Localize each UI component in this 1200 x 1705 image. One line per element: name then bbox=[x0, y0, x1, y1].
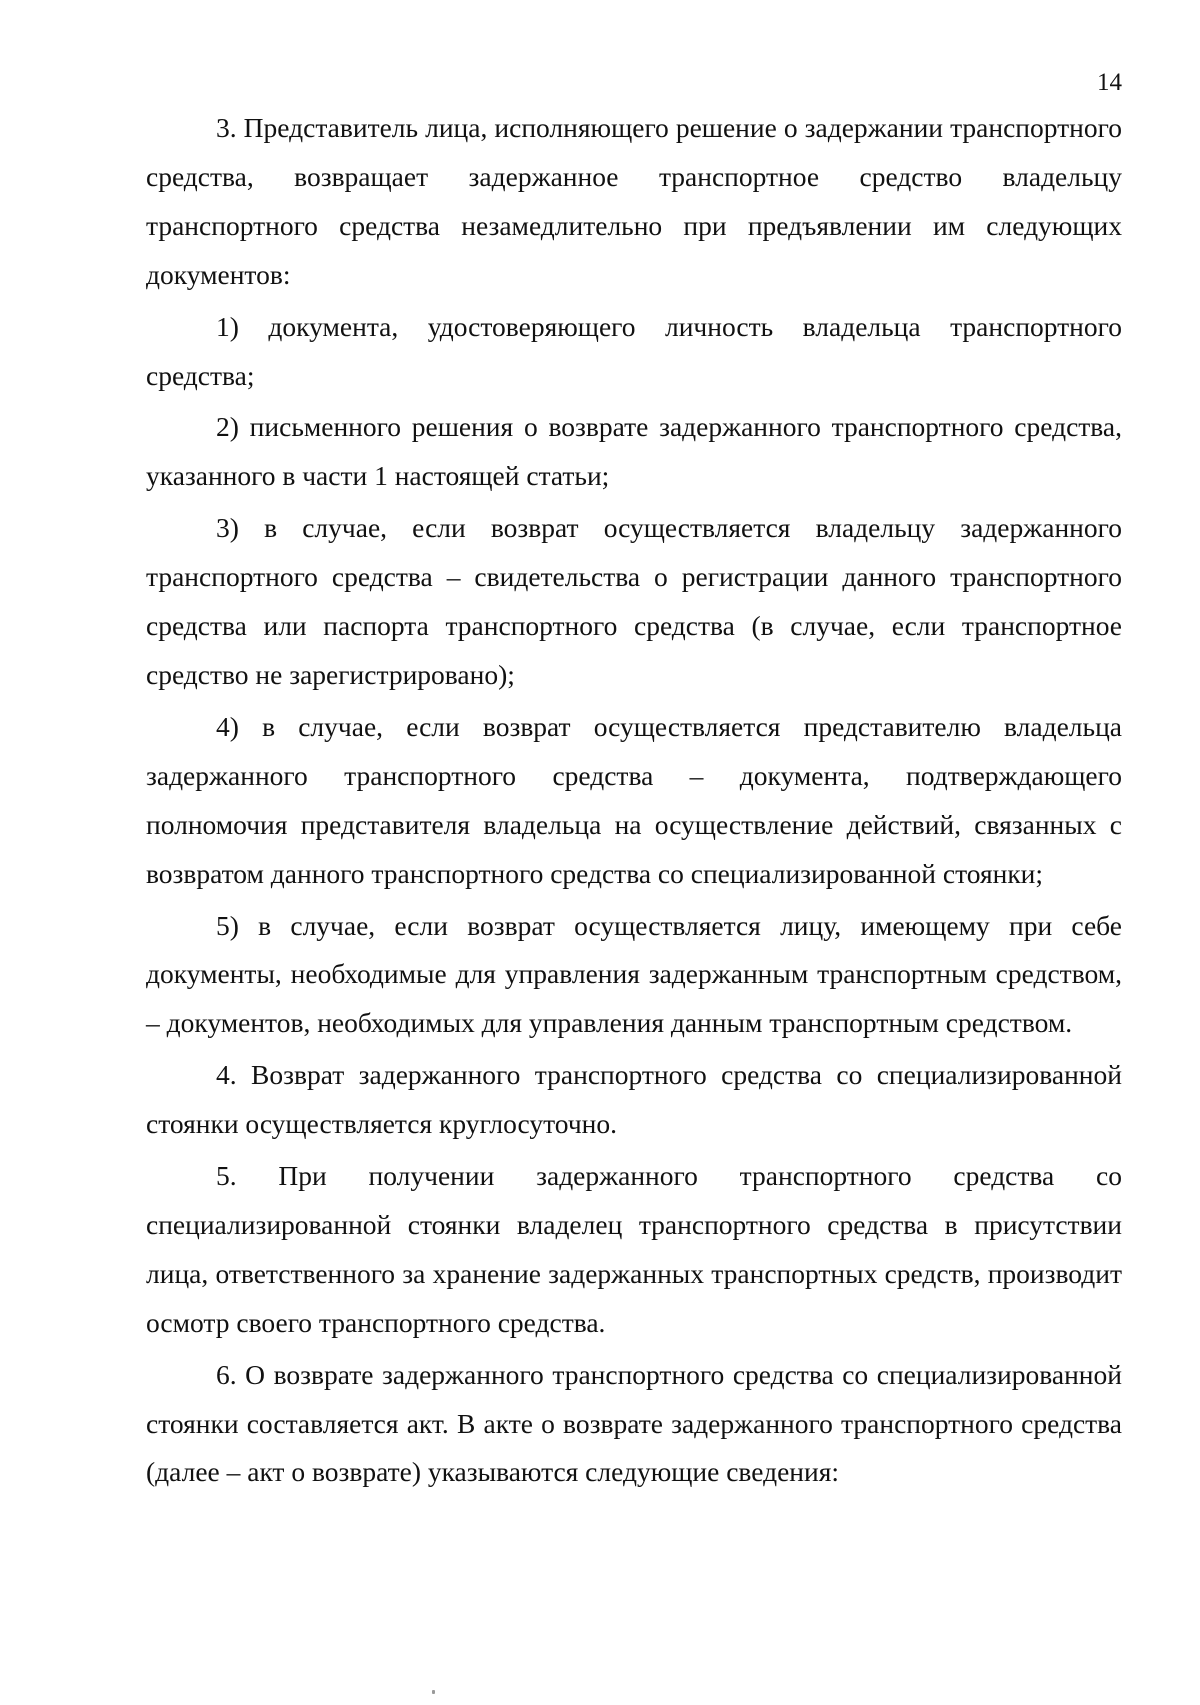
paragraph-6-return-act: 6. О возврате задержанного транспортного средства со специализированной стоянки составляется акт. В акте о возврате задержанного транспортного средства (далее – акт о возврате) указываются следующие сведения: bbox=[146, 1358, 1122, 1488]
list-item-1-identity-document: 1) документа, удостоверяющего личность владельца транспортного средства; bbox=[146, 310, 1122, 391]
list-item-2-written-decision: 2) письменного решения о возврате задержанного транспортного средства, указанного в части 1 настоящей статьи; bbox=[146, 411, 1122, 492]
page-number: 14 bbox=[1097, 69, 1122, 96]
paragraph-3-return-documents: 3. Представитель лица, исполняющего решение о задержании транспортного средства, возвращает задержанное транспортное средство владельцу транспортного средства незамедлительно при предъявлении им следующих документов: bbox=[146, 112, 1122, 290]
document-body bbox=[146, 104, 1122, 1500]
list-item-3-registration-certificate: 3) в случае, если возврат осуществляется владельцу задержанного транспортного средства – свидетельства о регистрации данного транспортного средства или паспорта транспортного средства (в случае, если транспортное средство не зарегистрировано); bbox=[146, 512, 1122, 690]
paragraph-4-round-the-clock: 4. Возврат задержанного транспортного средства со специализированной стоянки осуществляется круглосуточно. bbox=[146, 1059, 1122, 1140]
list-item-5-driving-documents: 5) в случае, если возврат осуществляется лицу, имеющему при себе документы, необходимые для управления задержанным транспортным средством, – документов, необходимых для управления данным транспортным средством. bbox=[146, 909, 1122, 1039]
list-item-4-representative-authority: 4) в случае, если возврат осуществляется представителю владельца задержанного транспортного средства – документа, подтверждающего полномочия представителя владельца на осуществление действий, связанных с возвратом данного транспортного средства со специализированной стоянки; bbox=[146, 710, 1122, 889]
paragraph-5-inspection: 5. При получении задержанного транспортного средства со специализированной стоянки владелец транспортного средства в присутствии лица, ответственного за хранение задержанных транспортных средств, производит осмотр своего транспортного средства. bbox=[146, 1160, 1122, 1338]
scan-speck bbox=[432, 1690, 435, 1694]
